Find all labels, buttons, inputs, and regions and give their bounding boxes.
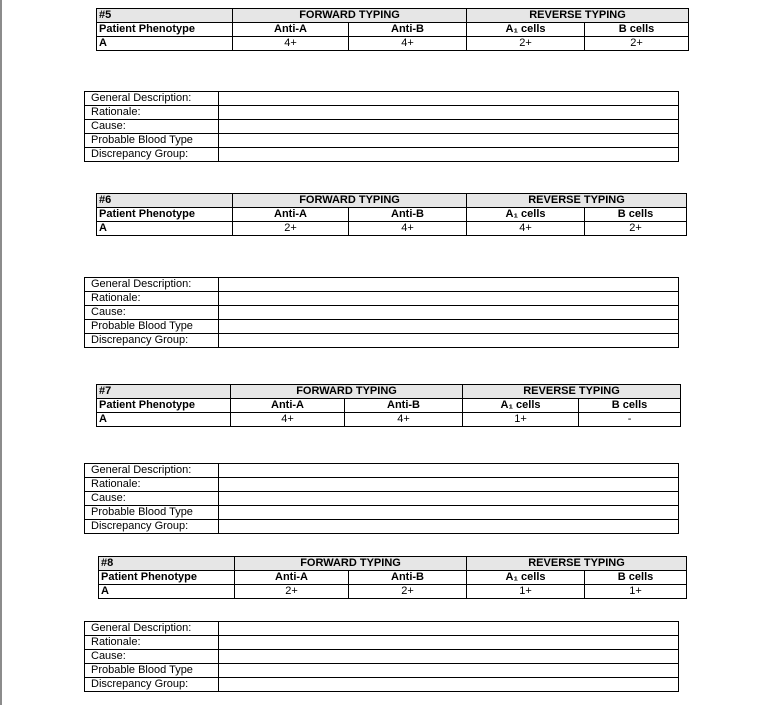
general-description-label: General Description:	[85, 278, 219, 292]
a1-cells-label: A₁ cells	[467, 208, 585, 222]
cause-label: Cause:	[85, 492, 219, 506]
patient-phenotype-value: A	[99, 585, 235, 599]
forward-typing-header: FORWARD TYPING	[231, 385, 463, 399]
a1-cells-label: A₁ cells	[467, 571, 585, 585]
general-description-field[interactable]	[219, 278, 679, 292]
reverse-typing-header: REVERSE TYPING	[467, 557, 687, 571]
anti-a-label: Anti-A	[233, 23, 349, 37]
patient-phenotype-value: A	[97, 413, 231, 427]
b-cells-result: 1+	[585, 585, 687, 599]
anti-b-label: Anti-B	[349, 23, 467, 37]
a1-cells-label: A₁ cells	[463, 399, 579, 413]
a1-cells-result: 1+	[467, 585, 585, 599]
anti-a-label: Anti-A	[231, 399, 345, 413]
cause-field[interactable]	[219, 120, 679, 134]
rationale-label: Rationale:	[85, 636, 219, 650]
patient-phenotype-label: Patient Phenotype	[97, 399, 231, 413]
b-cells-label: B cells	[585, 571, 687, 585]
forward-typing-header: FORWARD TYPING	[235, 557, 467, 571]
discrepancy-group-label: Discrepancy Group:	[85, 520, 219, 534]
anti-b-label: Anti-B	[345, 399, 463, 413]
forward-typing-header: FORWARD TYPING	[233, 194, 467, 208]
probable-blood-type-field[interactable]	[219, 134, 679, 148]
rationale-field[interactable]	[219, 292, 679, 306]
patient-phenotype-label: Patient Phenotype	[97, 208, 233, 222]
b-cells-label: B cells	[579, 399, 681, 413]
b-cells-label: B cells	[585, 208, 687, 222]
description-table-case-6	[84, 277, 679, 348]
general-description-field[interactable]	[219, 622, 679, 636]
anti-b-result: 2+	[349, 585, 467, 599]
case-number: #5	[97, 9, 233, 23]
discrepancy-group-label: Discrepancy Group:	[85, 678, 219, 692]
b-cells-result: 2+	[585, 222, 687, 236]
rationale-label: Rationale:	[85, 106, 219, 120]
general-description-label: General Description:	[85, 92, 219, 106]
patient-phenotype-label: Patient Phenotype	[97, 23, 233, 37]
cause-label: Cause:	[85, 650, 219, 664]
rationale-label: Rationale:	[85, 478, 219, 492]
typing-table-case-8	[98, 556, 687, 599]
description-table-case-8	[84, 621, 679, 692]
typing-table-case-5	[96, 8, 689, 51]
rationale-field[interactable]	[219, 636, 679, 650]
cause-field[interactable]	[219, 650, 679, 664]
probable-blood-type-label: Probable Blood Type	[85, 664, 219, 678]
discrepancy-group-label: Discrepancy Group:	[85, 148, 219, 162]
anti-a-label: Anti-A	[235, 571, 349, 585]
a1-cells-result: 1+	[463, 413, 579, 427]
anti-b-label: Anti-B	[349, 208, 467, 222]
reverse-typing-header: REVERSE TYPING	[463, 385, 681, 399]
case-number: #7	[97, 385, 231, 399]
discrepancy-group-field[interactable]	[219, 334, 679, 348]
a1-cells-result: 4+	[467, 222, 585, 236]
cause-label: Cause:	[85, 306, 219, 320]
anti-b-label: Anti-B	[349, 571, 467, 585]
discrepancy-group-field[interactable]	[219, 520, 679, 534]
discrepancy-group-label: Discrepancy Group:	[85, 334, 219, 348]
cause-label: Cause:	[85, 120, 219, 134]
a1-cells-label: A₁ cells	[467, 23, 585, 37]
case-number: #6	[97, 194, 233, 208]
cause-field[interactable]	[219, 492, 679, 506]
general-description-label: General Description:	[85, 464, 219, 478]
description-table-case-7	[84, 463, 679, 534]
anti-a-result: 4+	[233, 37, 349, 51]
reverse-typing-header: REVERSE TYPING	[467, 9, 689, 23]
forward-typing-header: FORWARD TYPING	[233, 9, 467, 23]
probable-blood-type-label: Probable Blood Type	[85, 320, 219, 334]
anti-a-result: 4+	[231, 413, 345, 427]
general-description-field[interactable]	[219, 92, 679, 106]
patient-phenotype-value: A	[97, 222, 233, 236]
page-edge	[0, 0, 2, 705]
a1-cells-result: 2+	[467, 37, 585, 51]
discrepancy-group-field[interactable]	[219, 678, 679, 692]
case-number: #8	[99, 557, 235, 571]
anti-b-result: 4+	[345, 413, 463, 427]
description-table-case-5	[84, 91, 679, 162]
probable-blood-type-field[interactable]	[219, 664, 679, 678]
discrepancy-group-field[interactable]	[219, 148, 679, 162]
probable-blood-type-label: Probable Blood Type	[85, 506, 219, 520]
patient-phenotype-value: A	[97, 37, 233, 51]
b-cells-result: -	[579, 413, 681, 427]
anti-a-result: 2+	[233, 222, 349, 236]
anti-b-result: 4+	[349, 222, 467, 236]
b-cells-label: B cells	[585, 23, 689, 37]
typing-table-case-7	[96, 384, 681, 427]
probable-blood-type-label: Probable Blood Type	[85, 134, 219, 148]
rationale-field[interactable]	[219, 106, 679, 120]
general-description-field[interactable]	[219, 464, 679, 478]
patient-phenotype-label: Patient Phenotype	[99, 571, 235, 585]
b-cells-result: 2+	[585, 37, 689, 51]
probable-blood-type-field[interactable]	[219, 320, 679, 334]
rationale-field[interactable]	[219, 478, 679, 492]
reverse-typing-header: REVERSE TYPING	[467, 194, 687, 208]
general-description-label: General Description:	[85, 622, 219, 636]
cause-field[interactable]	[219, 306, 679, 320]
rationale-label: Rationale:	[85, 292, 219, 306]
typing-table-case-6	[96, 193, 687, 236]
probable-blood-type-field[interactable]	[219, 506, 679, 520]
anti-a-label: Anti-A	[233, 208, 349, 222]
anti-b-result: 4+	[349, 37, 467, 51]
anti-a-result: 2+	[235, 585, 349, 599]
